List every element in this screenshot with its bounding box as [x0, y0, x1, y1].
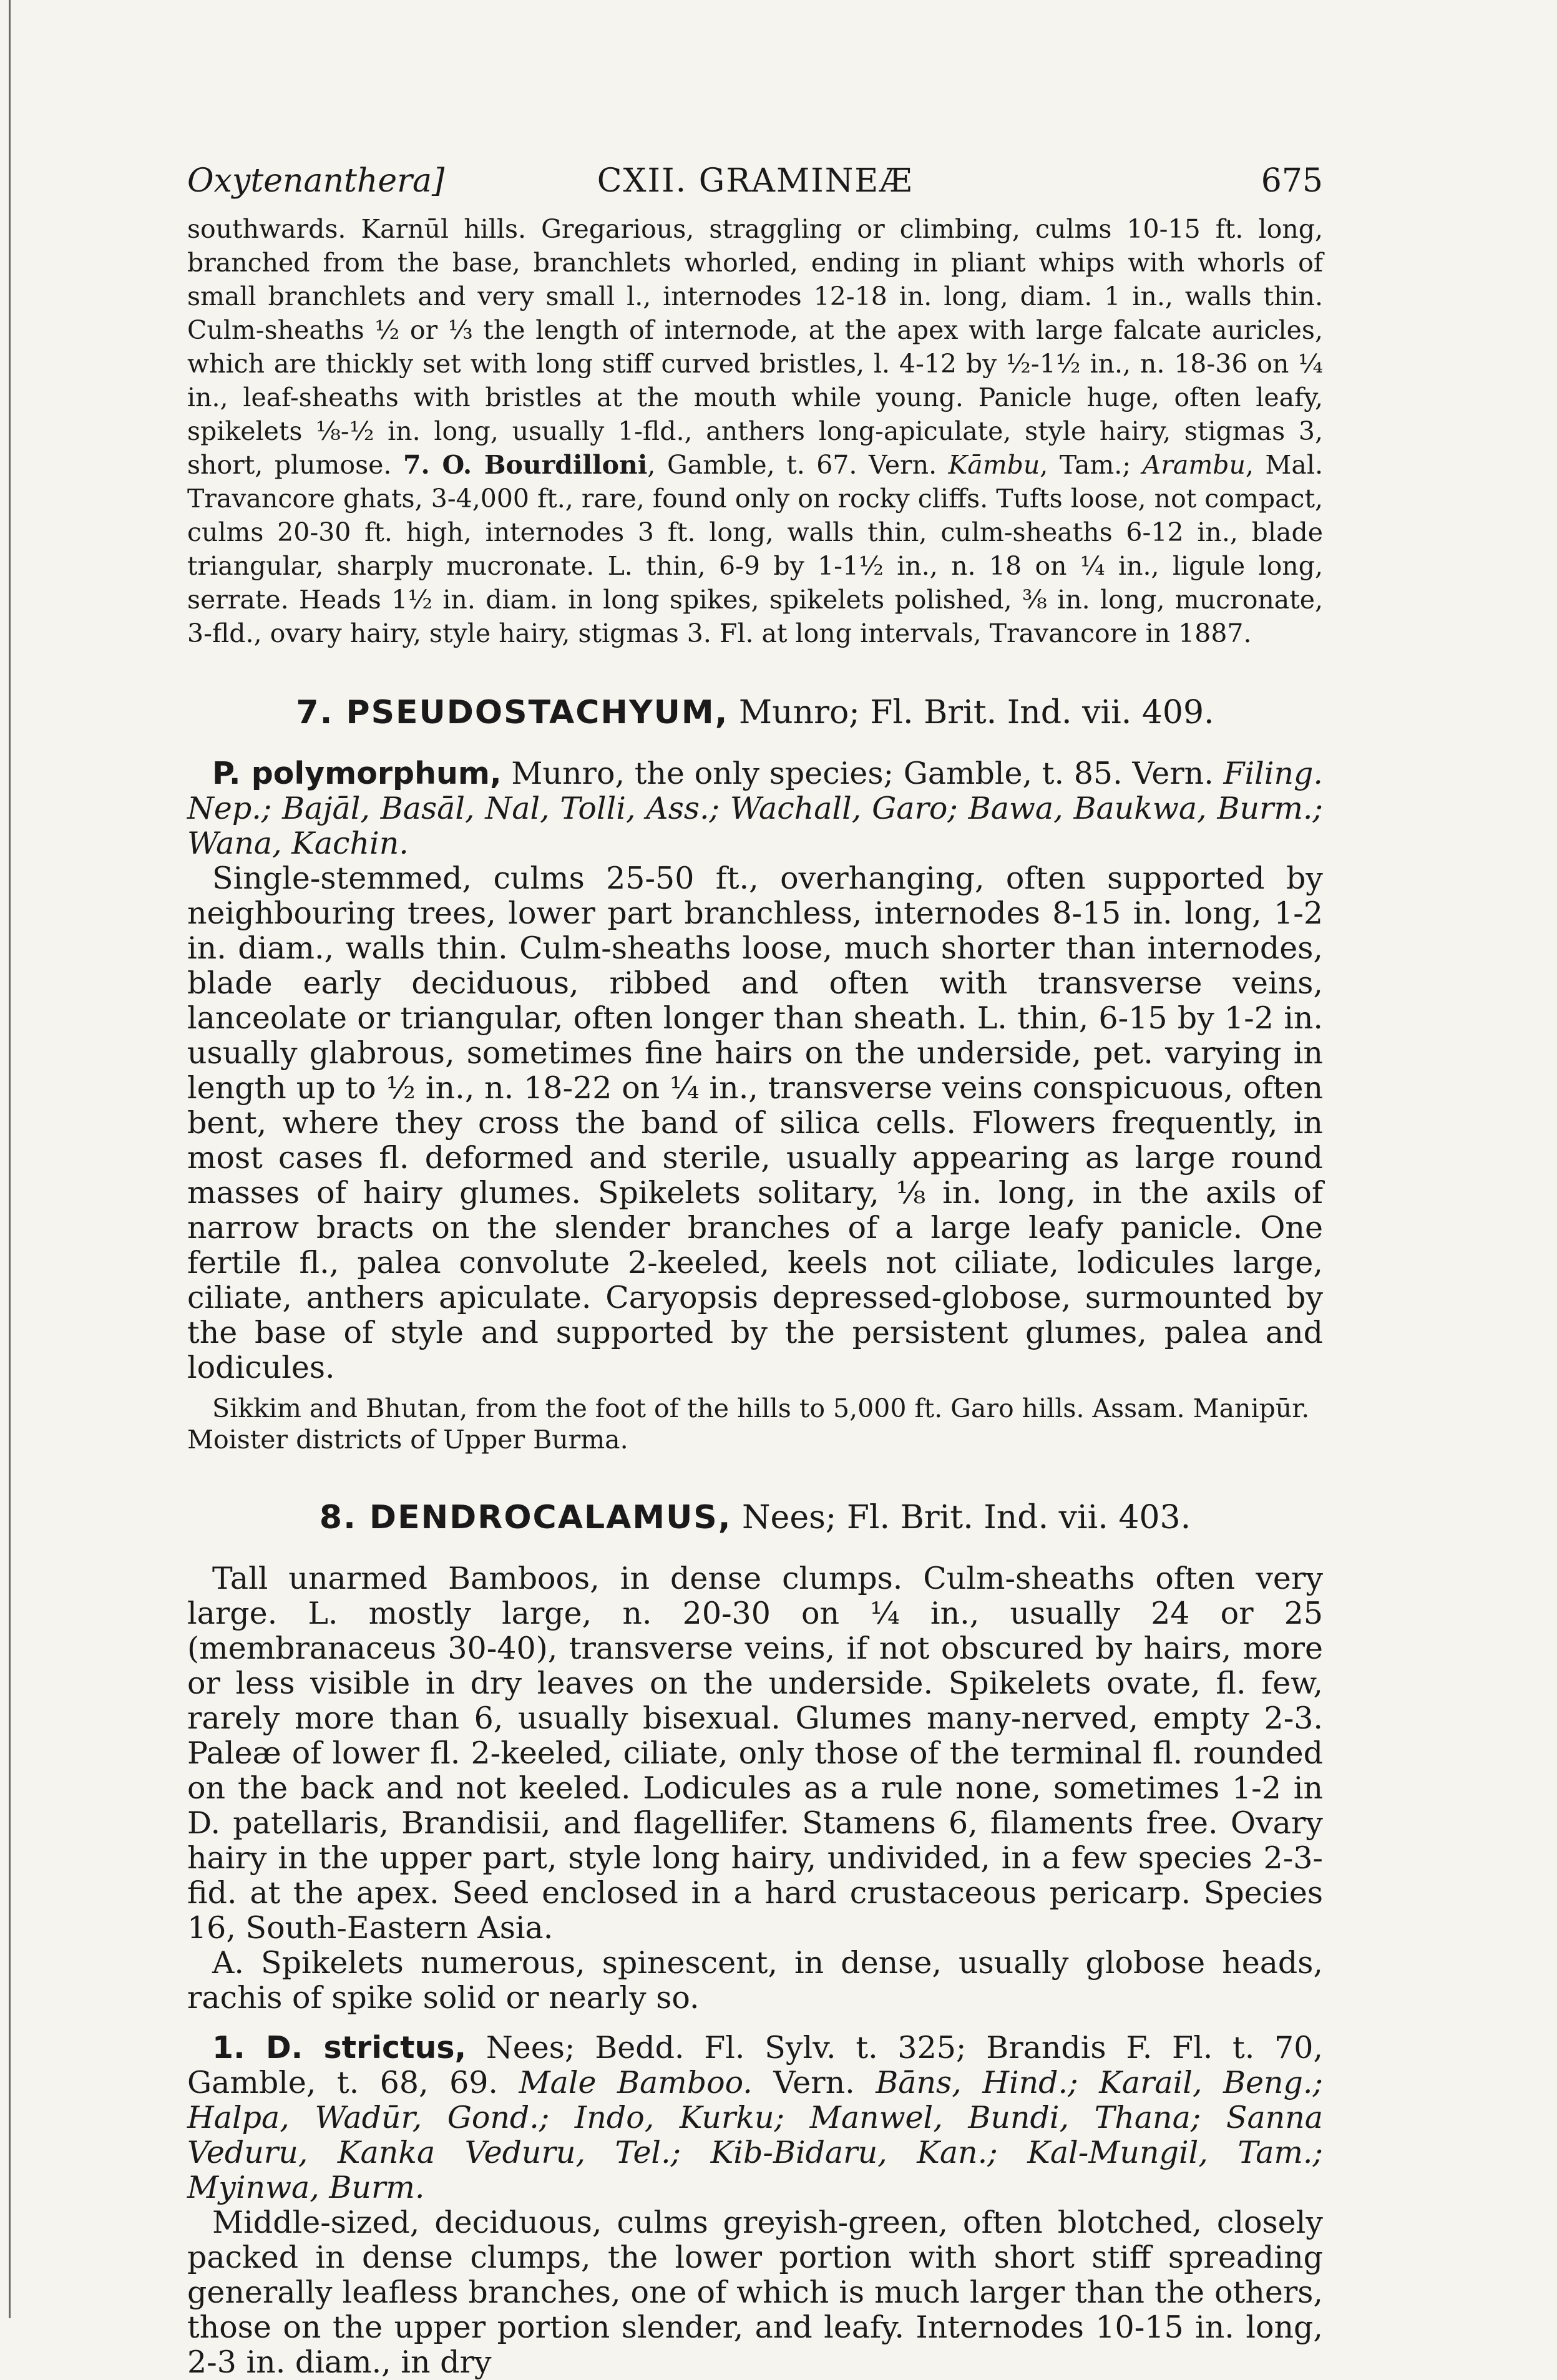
vernacular-names: Bāns, Hind.; Karail, Beng.; Halpa, Wadūr, Gond.; Indo, Kurku; Manwel, Bundi, Thana; Sanna Veduru, Kanka Veduru, Tel.; Kib-Bidaru, Kan.; Kal-Mungil, Tam.; Myinwa, Burm.: [187, 2065, 1323, 2205]
book-page: [187, 156, 1323, 2380]
vernacular-lang: , Tam.;: [1040, 450, 1143, 480]
spacer: [187, 2016, 1323, 2031]
running-header: [187, 156, 1323, 206]
species-description: Middle-sized, deciduous, culms greyish-green, often blotched, closely packed in dense clumps, the lower portion with short stiff spreading generally leafless branches, one of which is much larger than the others, those on the upper portion slender, and leafy. Internodes 10-15 in. long, 2-3 in. diam., in dry: [187, 2205, 1323, 2380]
page-margin-line: [9, 0, 11, 2318]
genus-reference: Nees; Fl. Brit. Ind. vii. 403.: [731, 1499, 1191, 1536]
genus-description: Tall unarmed Bamboos, in dense clumps. Culm-sheaths often very large. L. mostly large, n. 20-30 on ¼ in., usually 24 or 25 (membranaceus 30-40), transverse veins, if not obscured by hairs, more or less visible in dry leaves on the underside. Spikelets ovate, fl. few, rarely more than 6, usually bisexual. Glumes many-nerved, empty 2-3. Paleæ of lower fl. 2-keeled, ciliate, only those of the terminal fl. rounded on the back and not keeled. Lodicules as a rule none, sometimes 1-2 in D. patellaris, Brandisii, and flagellifer. Stamens 6, filaments free. Ovary hairy in the upper part, style long hairy, undivided, in a few species 2-3-fid. at the apex. Seed enclosed in a hard crustaceous pericarp. Species 16, South-Eastern Asia.: [187, 1561, 1323, 1946]
species-name: 1. D. strictus,: [212, 2030, 467, 2065]
species-ref: Munro, the only species; Gamble, t. 85. Vern.: [501, 756, 1224, 791]
species-entry-p-polymorphum: [187, 756, 1323, 861]
header-family: CXII. GRAMINEÆ: [597, 162, 914, 200]
species-name: 7. O. Bourdilloni: [403, 450, 648, 480]
species-description: , Mal. Travancore ghats, 3-4,000 ft., rare, found only on rocky cliffs. Tufts loose, not compact, culms 20-30 ft. high, internodes 3 ft. long, walls thin, culm-sheaths 6-12 in., blade triangular, sharply mucronate. L. thin, 6-9 by 1-1½ in., n. 18 on ¼ in., ligule long, serrate. Heads 1½ in. diam. in long spikes, spikelets polished, ⅜ in. long, mucronate, 3-fld., ovary hairy, style hairy, stigmas 3. Fl. at long intervals, Travancore in 1887.: [187, 450, 1323, 648]
page-number: 675: [1261, 162, 1323, 200]
genus-name: 8. DENDROCALAMUS,: [319, 1499, 732, 1536]
species-entry-d-strictus: [187, 2031, 1323, 2205]
common-name: Male Bamboo.: [519, 2065, 753, 2100]
vernacular-label: Vern.: [752, 2065, 876, 2100]
vernacular-name: Kāmbu: [948, 450, 1040, 480]
genus-reference: Munro; Fl. Brit. Ind. vii. 409.: [728, 694, 1214, 731]
continuation-text: southwards. Karnūl hills. Gregarious, straggling or climbing, culms 10-15 ft. long, branched from the base, branchlets whorled, ending in pliant whips with whorls of small branchlets and very small l., internodes 12-18 in. long, diam. 1 in., walls thin. Culm-sheaths ½ or ⅓ the length of internode, at the apex with large falcate auricles, which are thickly set with long stiff curved bristles, l. 4-12 by ½-1½ in., n. 18-36 on ¼ in., leaf-sheaths with bristles at the mouth while young. Panicle huge, often leafy, spikelets ⅛-½ in. long, usually 1-fld., anthers long-apiculate, style hairy, stigmas 3, short, plumose.: [187, 214, 1323, 480]
key-section-a: A. Spikelets numerous, spinescent, in dense, usually globose heads, rachis of spike solid or nearly so.: [187, 1945, 1323, 2016]
vernacular-name: Arambu: [1142, 450, 1246, 480]
vernacular-names: Filing. Nep.; Bajāl, Basāl, Nal, Tolli, Ass.; Wachall, Garo; Bawa, Baukwa, Burm.; Wana, Kachin.: [187, 756, 1323, 861]
genus-name: 7. PSEUDOSTACHYUM,: [296, 694, 729, 731]
species-ref: , Gamble, t. 67. Vern.: [647, 450, 949, 480]
species-name: P. polymorphum,: [212, 756, 502, 791]
species-ref: Nees; Bedd. Fl. Sylv. t. 325; Brandis F. Fl. t. 70, Gamble, t. 68, 69.: [187, 2030, 1323, 2100]
header-genus: Oxytenanthera]: [187, 162, 445, 200]
species-description: Single-stemmed, culms 25-50 ft., overhanging, often supported by neighbouring trees, lower part branchless, internodes 8-15 in. long, 1-2 in. diam., walls thin. Culm-sheaths loose, much shorter than internodes, blade early deciduous, ribbed and often with transverse veins, lanceolate or triangular, often longer than sheath. L. thin, 6-15 by 1-2 in. usually glabrous, sometimes fine hairs on the underside, pet. varying in length up to ½ in., n. 18-22 on ¼ in., transverse veins conspicuous, often bent, where they cross the band of silica cells. Flowers frequently, in most cases fl. deformed and sterile, usually appearing as large round masses of hairy glumes. Spikelets solitary, ⅛ in. long, in the axils of narrow bracts on the slender branches of a large leafy panicle. One fertile fl., palea convolute 2-keeled, keels not ciliate, lodicules large, ciliate, anthers apiculate. Caryopsis depressed-globose, surmounted by the base of style and supported by the persistent glumes, palea and lodicules.: [187, 861, 1323, 1385]
genus-heading-pseudostachyum: [187, 694, 1323, 731]
genus-heading-dendrocalamus: [187, 1499, 1323, 1536]
oxytenanthera-continuation: [187, 212, 1323, 650]
species-distribution: Sikkim and Bhutan, from the foot of the hills to 5,000 ft. Garo hills. Assam. Manipūr. Moister districts of Upper Burma.: [187, 1393, 1310, 1455]
